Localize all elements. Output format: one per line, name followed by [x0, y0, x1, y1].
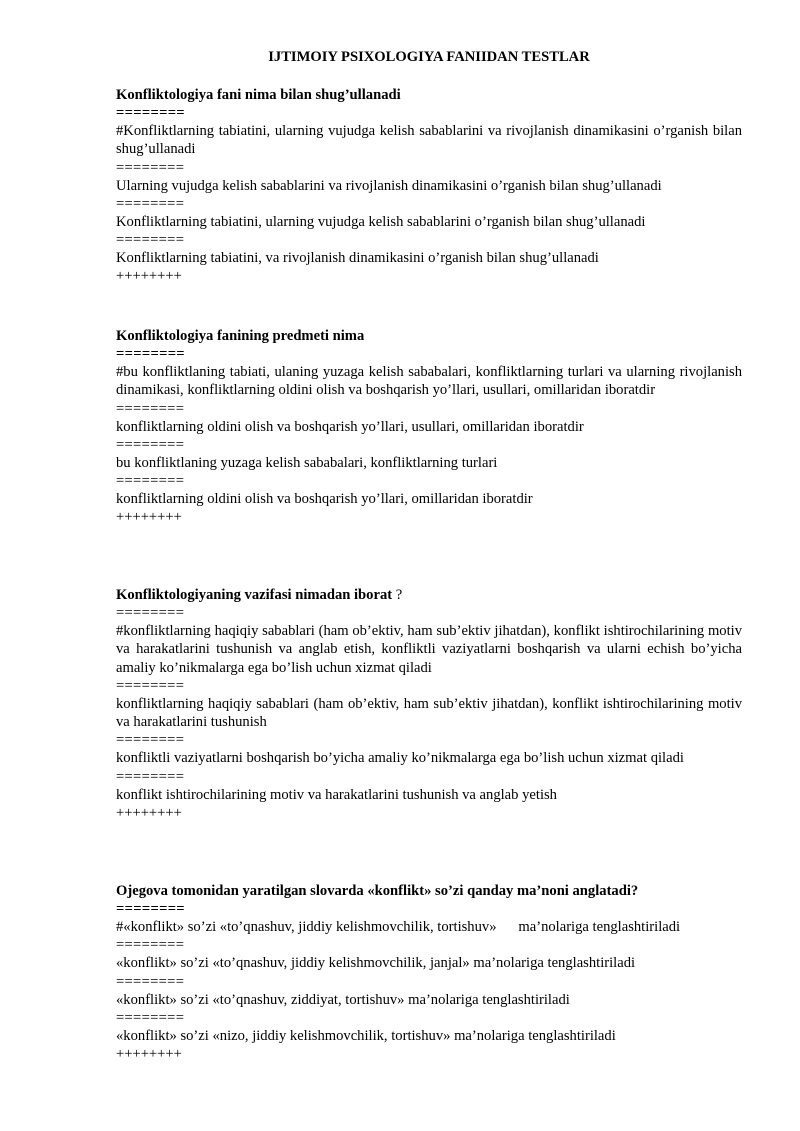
question-block-2 [116, 327, 742, 526]
answer-option-correct: #konfliktlarning haqiqiy sabablari (ham ob’ektiv, ham sub’ektiv jihatdan), konflikt ishtirochilarining motiv va harakatlarini tushunish va anglab etish, konfliktli vaziyatlarni boshqarish va ularni echish bo’yicha amaliy ko’nikmalarga ega bo’lish uchun xizmat qiladi [116, 623, 742, 676]
answer-option-correct: #bu konfliktlaning tabiati, ulaning yuzaga kelish sababalari, konfliktlarning turlari va ularning rivojlanish dinamikasi, konfliktlarning oldini olish va boshqarish yo’llari, usullari, omillaridan iboratdir [116, 364, 742, 399]
separator: ======== [116, 105, 185, 121]
end-marker: ++++++++ [116, 509, 182, 526]
separator: ======== [116, 473, 185, 490]
separator: ======== [116, 346, 185, 362]
answer-option: bu konfliktlaning yuzaga kelish sababalari, konfliktlarning turlari [116, 454, 498, 471]
separator: ======== [116, 232, 185, 249]
answer-option: Ularning vujudga kelish sabablarini va rivojlanish dinamikasini o’rganish bilan shug’ullanadi [116, 177, 662, 194]
question-block-1 [116, 86, 742, 285]
answer-option: konfliktli vaziyatlarni boshqarish bo’yicha amaliy ko’nikmalarga ega bo’lish uchun xizmat qiladi [116, 750, 684, 767]
end-marker: ++++++++ [116, 805, 182, 822]
answer-option-correct: #«konflikt» so’zi «to’qnashuv, jiddiy kelishmovchilik, tortishuv» ma’nolariga tenglashtiriladi [116, 919, 681, 935]
answer-option: konfliktlarning haqiqiy sabablari (ham ob’ektiv, ham sub’ektiv jihatdan), konflikt ishtirochilarining motiv va harakatlarini tushunish [116, 695, 742, 731]
answer-option: «konflikt» so’zi «to’qnashuv, jiddiy kelishmovchilik, janjal» ma’nolariga tenglashtiriladi [116, 955, 636, 972]
question-text: Ojegova tomonidan yaratilgan slovarda «konflikt» so’zi qanday ma’noni anglatadi? [116, 883, 639, 899]
separator: ======== [116, 937, 185, 954]
separator: ======== [116, 436, 185, 453]
question-text: Konfliktologiyaning vazifasi nimadan iborat ? [116, 587, 403, 603]
separator: ======== [116, 605, 185, 621]
answer-option: konfliktlarning oldini olish va boshqarish yo’llari, omillaridan iboratdir [116, 491, 533, 508]
end-marker: ++++++++ [116, 1046, 182, 1063]
end-marker: ++++++++ [116, 268, 182, 285]
answer-option-correct: #Konfliktlarning tabiatini, ularning vujudga kelish sabablarini va rivojlanish dinamikasini o’rganish bilan shug’ullanadi [116, 123, 742, 158]
answer-option: «konflikt» so’zi «nizo, jiddiy kelishmovchilik, tortishuv» ma’nolariga tenglashtiriladi [116, 1027, 616, 1044]
document-title: IJTIMOIY PSIXOLOGIYA FANIIDAN TESTLAR [268, 49, 590, 65]
question-text: Konfliktologiya fanining predmeti nima [116, 328, 365, 344]
separator: ======== [116, 1009, 185, 1026]
answer-option: konfliktlarning oldini olish va boshqarish yo’llari, usullari, omillaridan iboratdir [116, 418, 584, 435]
separator: ======== [116, 159, 185, 176]
separator: ======== [116, 195, 185, 212]
separator: ======== [116, 901, 185, 917]
separator: ======== [116, 768, 185, 785]
answer-option: Konfliktlarning tabiatini, va rivojlanish dinamikasini o’rganish bilan shug’ullanadi [116, 250, 599, 267]
question-text: Konfliktologiya fani nima bilan shug’ullanadi [116, 87, 401, 103]
question-block-4 [116, 882, 742, 1063]
answer-option: «konflikt» so’zi «to’qnashuv, ziddiyat, tortishuv» ma’nolariga tenglashtiriladi [116, 991, 570, 1008]
answer-option: Konfliktlarning tabiatini, ularning vujudga kelish sabablarini o’rganish bilan shug’ullanadi [116, 213, 646, 230]
separator: ======== [116, 732, 185, 749]
answer-option: konflikt ishtirochilarining motiv va harakatlarini tushunish va anglab yetish [116, 786, 557, 803]
separator: ======== [116, 400, 185, 417]
separator: ======== [116, 677, 185, 694]
separator: ======== [116, 973, 185, 990]
question-block-3 [116, 586, 742, 822]
